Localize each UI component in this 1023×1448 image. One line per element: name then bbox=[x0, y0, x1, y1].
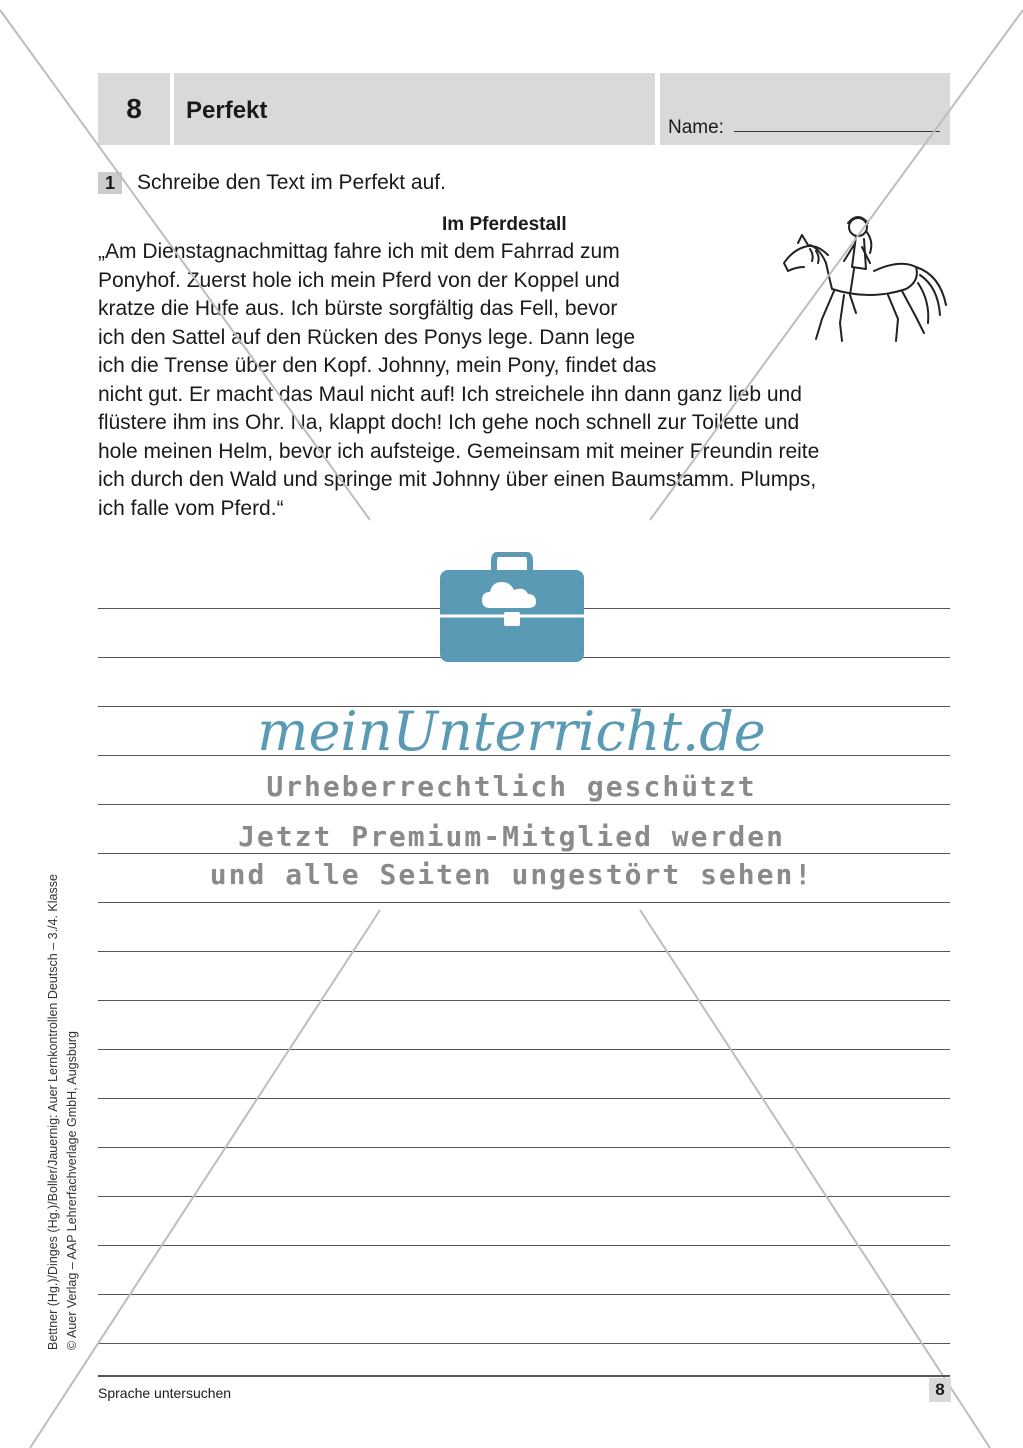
writing-line[interactable] bbox=[98, 903, 950, 952]
credit-publisher: © Auer Verlag – AAP Lehrerfachverlage GmbH, Augsburg bbox=[65, 1031, 79, 1350]
page-number: 8 bbox=[929, 1378, 951, 1402]
watermark-premium-line-2: und alle Seiten ungestört sehen! bbox=[209, 858, 814, 891]
footer-divider bbox=[98, 1375, 950, 1377]
story-line: ich den Sattel auf den Rücken des Ponys lege. Dann lege bbox=[98, 325, 636, 349]
task-instruction: Schreibe den Text im Perfekt auf. bbox=[137, 171, 446, 194]
story-line: hole meinen Helm, bevor ich aufsteige. Gemeinsam mit meiner Freundin reite bbox=[98, 439, 820, 463]
writing-line[interactable] bbox=[98, 1197, 950, 1246]
story-line: ich falle vom Pferd.“ bbox=[98, 496, 284, 520]
story-line: „Am Dienstagnachmittag fahre ich mit dem Fahrrad zum bbox=[98, 240, 620, 263]
worksheet-number: 8 bbox=[98, 73, 170, 145]
footer-section: Sprache untersuchen bbox=[98, 1385, 232, 1401]
publisher-credit bbox=[44, 810, 82, 1350]
name-label: Name: bbox=[668, 117, 724, 138]
credit-authors: Bettner (Hg.)/Dinges (Hg.)/Boller/Jauernig: Auer Lernkontrollen Deutsch – 3./4. Klasse bbox=[46, 874, 60, 1350]
name-field-line[interactable] bbox=[734, 131, 940, 132]
pony-rider-illustration bbox=[770, 205, 950, 355]
briefcase-cloud-icon bbox=[438, 552, 586, 664]
worksheet-title-box bbox=[174, 73, 655, 145]
watermark-premium-line: Jetzt Premium-Mitglied werden bbox=[238, 820, 785, 853]
worksheet-title: Perfekt bbox=[186, 97, 268, 124]
watermark-copyright: Urheberrechtlich geschützt bbox=[266, 770, 757, 803]
story-line: kratze die Hufe aus. Ich bürste sorgfältig das Fell, bevor bbox=[98, 297, 618, 320]
writing-line[interactable] bbox=[98, 1099, 950, 1148]
story-line: flüstere ihm ins Ohr. Na, klappt doch! Ich gehe noch schnell zur Toilette und bbox=[98, 411, 800, 434]
name-box bbox=[660, 73, 950, 145]
writing-line[interactable] bbox=[98, 1246, 950, 1295]
story-line: nicht gut. Er macht das Maul nicht auf! Ich streichele ihn dann ganz lieb und bbox=[98, 382, 802, 406]
writing-lines[interactable] bbox=[98, 560, 950, 1344]
writing-line[interactable] bbox=[98, 1295, 950, 1344]
writing-line[interactable] bbox=[98, 1050, 950, 1099]
story-line: Ponyhof. Zuerst hole ich mein Pferd von der Koppel und bbox=[98, 268, 620, 292]
story-title: Im Pferdestall bbox=[442, 214, 567, 235]
writing-line[interactable] bbox=[98, 1148, 950, 1197]
story-line: ich die Trense über den Kopf. Johnny, mein Pony, findet das bbox=[98, 354, 657, 377]
writing-line[interactable] bbox=[98, 1001, 950, 1050]
story-line: ich durch den Wald und springe mit Johnny über einen Baumstamm. Plumps, bbox=[98, 468, 817, 491]
writing-line[interactable] bbox=[98, 952, 950, 1001]
watermark-brand: meinUnterricht.de bbox=[257, 700, 766, 763]
task-number: 1 bbox=[98, 172, 122, 194]
